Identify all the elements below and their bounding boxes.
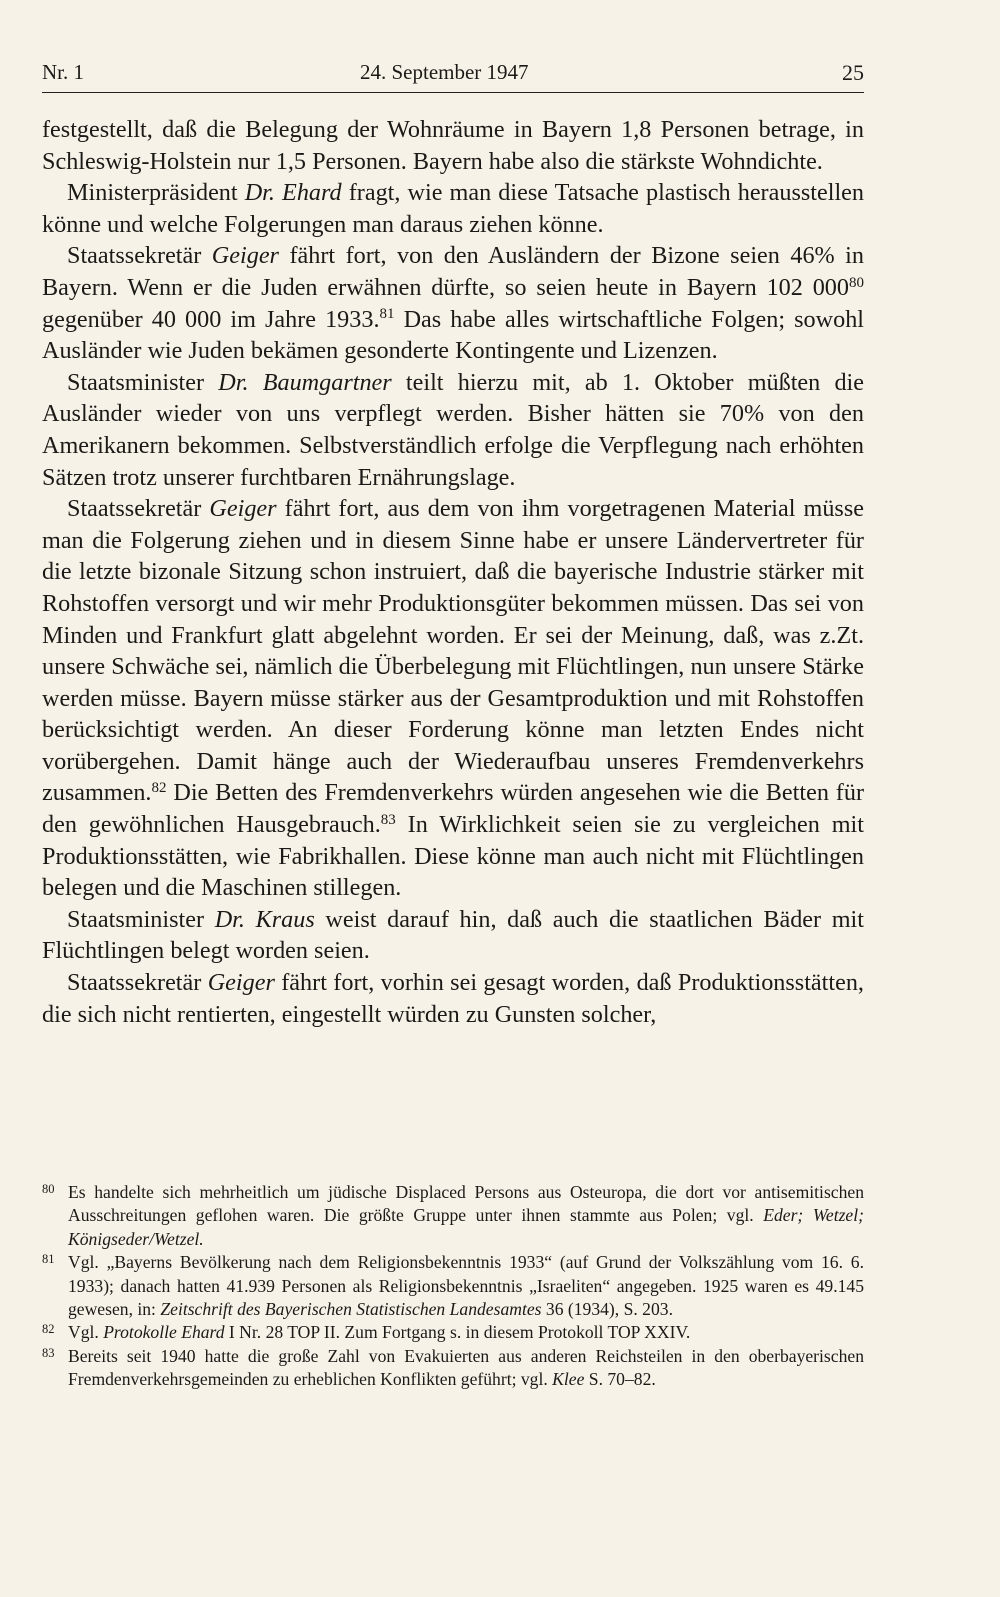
text-run: 36 (1934), S. 203. [541,1299,673,1320]
text-run: Ministerpräsident [67,179,245,207]
italic-name: Eder; Wetzel; Königseder/Wetzel. [68,1205,864,1249]
text-run: Staatssekretär [67,242,212,270]
text-run: Staatsminister [67,905,215,933]
footnote [42,1345,864,1392]
footnote-text [68,1181,864,1251]
text-run: fährt fort, aus dem von ihm vorgetragenen Material müsse man die Folgerung ziehen und in diesem Sinne habe er unsere Ländervertreter für die letzte bizonale Sitzung schon instruiert, daß die bayerische Industrie stärker mit Rohstoffen versorgt und wir mehr Produktionsgüter bekommen müssen. Das sei von Minden und Frankfurt glatt abgelehnt worden. Er sei der Meinung, daß, was z.Zt. unsere Schwäche sei, nämlich die Überbelegung mit Flüchtlingen, nun unsere Stärke werden müsse. Bayern müsse stärker aus der Gesamtproduktion und mit Rohstoffen berücksichtigt werden. An dieser Forderung könne man letzten Endes nicht vorübergehen. Damit hänge auch der Wiederaufbau unseres Fremdenverkehrs zusammen. [42,495,864,807]
footnote-number: 80 [42,1182,55,1196]
running-header [42,58,864,93]
text-run: fragt, wie man diese Tatsache plastisch herausstellen könne und welche Folgerungen man daraus ziehen könne. [42,179,864,238]
text-run: Staatssekretär [67,969,208,997]
footnote [42,1251,864,1321]
paragraph [42,177,864,240]
text-run: S. 70–82. [584,1369,656,1390]
text-run: In Wirklichkeit seien sie zu vergleichen mit Produktionsstätten, wie Fabrikhallen. Diese könne man auch nicht mit Flüchtlingen belegen und die Maschinen stillegen. [42,811,864,902]
paragraph [42,114,864,177]
paragraph [42,367,864,493]
footnote-number: 83 [42,1345,55,1360]
text-run: weist darauf hin, daß auch die staatlichen Bäder mit Flüchtlingen belegt worden seien. [42,905,864,965]
footnote-text [68,1251,864,1321]
text-run: Staatsminister [67,368,219,396]
italic-name: Klee [552,1369,585,1390]
footnote-reference: 82 [151,780,167,797]
text-run: Es handelte sich mehrheitlich um jüdische Displaced Persons aus Osteuropa, die dort vor antisemitischen Ausschreitungen geflohen waren. Die größte Gruppe unter ihnen stammte aus Polen; vgl. [68,1182,864,1226]
italic-name: Dr. Ehard [244,179,342,207]
footnote-number: 81 [42,1252,55,1267]
text-run: Vgl. [68,1322,104,1343]
text-run: fährt fort, vorhin sei gesagt worden, daß Produktionsstätten, die sich nicht rentierten, eingestellt würden zu Gunsten solcher, [42,969,864,1028]
footnote-reference: 80 [849,274,864,291]
italic-name: Dr. Baumgartner [218,368,392,396]
italic-name: Protokolle Ehard [103,1322,225,1343]
footnote-reference: 81 [379,306,395,323]
footnote [42,1321,864,1344]
italic-name: Dr. Kraus [214,905,315,933]
paragraph [42,904,864,967]
issue-number: Nr. 1 [42,60,84,84]
text-run: Bereits seit 1940 hatte die große Zahl von Evakuierten aus anderen Reichsteilen in den oberbayerischen Fremdenverkehrsgemeinden zu erheblichen Konflikten geführt; vgl. [68,1345,864,1390]
text-run: Das habe alles wirtschaftliche Folgen; sowohl Ausländer wie Juden bekämen gesonderte Kontingente und Lizenzen. [42,305,865,365]
paragraph [42,967,864,1030]
footnote-text [68,1345,864,1392]
footnote-text [68,1321,864,1344]
text-run: Die Betten des Fremdenverkehrs würden angesehen wie die Betten für den gewöhnlichen Hausgebrauch. [42,779,864,839]
text-run: fährt fort, von den Ausländern der Bizone seien 46% in Bayern. Wenn er die Juden erwähnen dürfte, so seien heute in Bayern 102 000 [42,242,864,301]
page-number: 25 [842,60,864,85]
footnote [42,1181,864,1251]
text-run: festgestellt, daß die Belegung der Wohnräume in Bayern 1,8 Personen betrage, in Schleswig-Holstein nur 1,5 Personen. Bayern habe also die stärkste Wohndichte. [42,116,864,175]
paragraph [42,240,864,366]
text-run: Staatssekretär [67,495,210,523]
text-run: Vgl. „Bayerns Bevölkerung nach dem Religionsbekenntnis 1933“ (auf Grund der Volkszählung vom 16. 6. 1933); danach hatten 41.939 Personen als Religionsbekenntnis „Israeliten“ angegeben. 1925 waren es 49.145 gewesen, in: [68,1252,864,1320]
italic-name: Geiger [209,495,277,523]
text-run: teilt hierzu mit, ab 1. Oktober müßten die Ausländer wieder von uns verpflegt werden. Bisher hätten sie 70% von den Amerikanern bekommen. Selbstverständlich erfolge die Verpflegung nach erhöhten Sätzen trotz unserer furchtbaren Ernährungslage. [42,368,864,491]
footnotes [42,1181,864,1392]
text-run: gegenüber 40 000 im Jahre 1933. [42,305,380,333]
italic-name: Zeitschrift des Bayerischen Statistischen Landesamtes [160,1299,542,1320]
main-text [42,114,864,1030]
footnote-number: 82 [42,1322,55,1337]
header-date: 24. September 1947 [360,60,529,84]
text-run: I Nr. 28 TOP II. Zum Fortgang s. in diesem Protokoll TOP XXIV. [224,1322,691,1343]
italic-name: Geiger [207,969,275,997]
italic-name: Geiger [211,242,279,270]
paragraph [42,493,864,904]
footnote-reference: 83 [380,811,396,828]
